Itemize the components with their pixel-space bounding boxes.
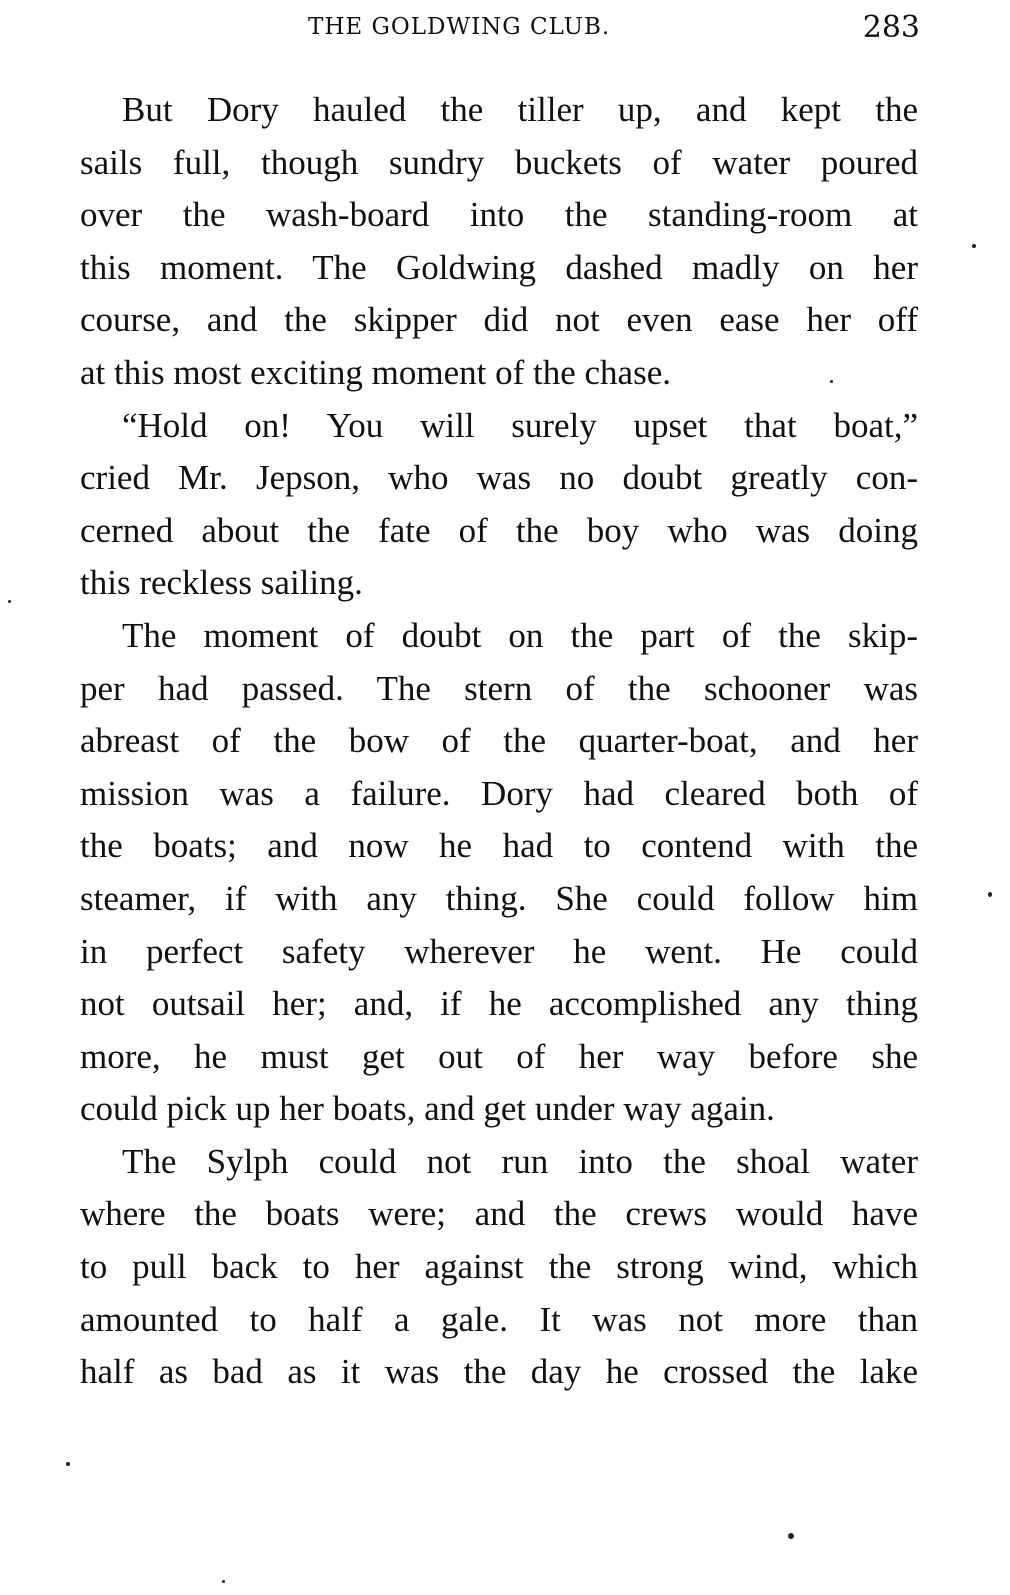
text-line: “Hold on! You will surely upset that boat,” [122, 405, 918, 445]
text-line: half as bad as it was the day he crossed the lake [80, 1352, 918, 1392]
body-text [80, 84, 918, 1399]
text-line: per had passed. The stern of the schooner was [80, 668, 918, 708]
running-head-title: THE GOLDWING CLUB. [308, 14, 611, 40]
text-line: in perfect safety wherever he went. He could [80, 931, 918, 971]
text-line: to pull back to her against the strong wind, which [80, 1247, 918, 1287]
text-line: could pick up her boats, and get under way again. [80, 1089, 775, 1129]
text-line: not outsail her; and, if he accomplished any thing [80, 984, 918, 1024]
print-speck [8, 600, 11, 603]
text-line: mission was a failure. Dory had cleared both of [80, 773, 918, 813]
print-speck [788, 1533, 794, 1539]
print-speck [66, 1462, 70, 1466]
text-line: the boats; and now he had to contend with the [80, 826, 918, 866]
running-head [80, 4, 920, 48]
text-line: abreast of the bow of the quarter-boat, and her [80, 721, 918, 761]
text-line: more, he must get out of her way before she [80, 1036, 918, 1076]
text-line: amounted to half a gale. It was not more than [80, 1299, 918, 1339]
text-line: at this most exciting moment of the chase. [80, 352, 671, 392]
text-line: The moment of doubt on the part of the skip- [122, 615, 918, 655]
text-line: steamer, if with any thing. She could follow him [80, 878, 918, 918]
text-line: sails full, though sundry buckets of water poured [80, 142, 918, 182]
text-line: The Sylph could not run into the shoal water [122, 1141, 918, 1181]
text-line: this moment. The Goldwing dashed madly on her [80, 247, 918, 287]
text-line: course, and the skipper did not even ease her off [80, 300, 918, 340]
text-line: But Dory hauled the tiller up, and kept the [122, 90, 918, 129]
print-speck [988, 892, 992, 897]
text-line: where the boats were; and the crews would have [80, 1194, 918, 1234]
print-speck [972, 244, 976, 248]
page-number: 283 [862, 10, 920, 45]
print-speck [830, 380, 833, 383]
text-line: cerned about the fate of the boy who was doing [80, 510, 918, 550]
text-line: cried Mr. Jepson, who was no doubt greatly con- [80, 458, 918, 498]
print-speck [222, 1580, 225, 1583]
text-line: over the wash-board into the standing-room at [80, 195, 918, 235]
text-line: this reckless sailing. [80, 563, 363, 603]
